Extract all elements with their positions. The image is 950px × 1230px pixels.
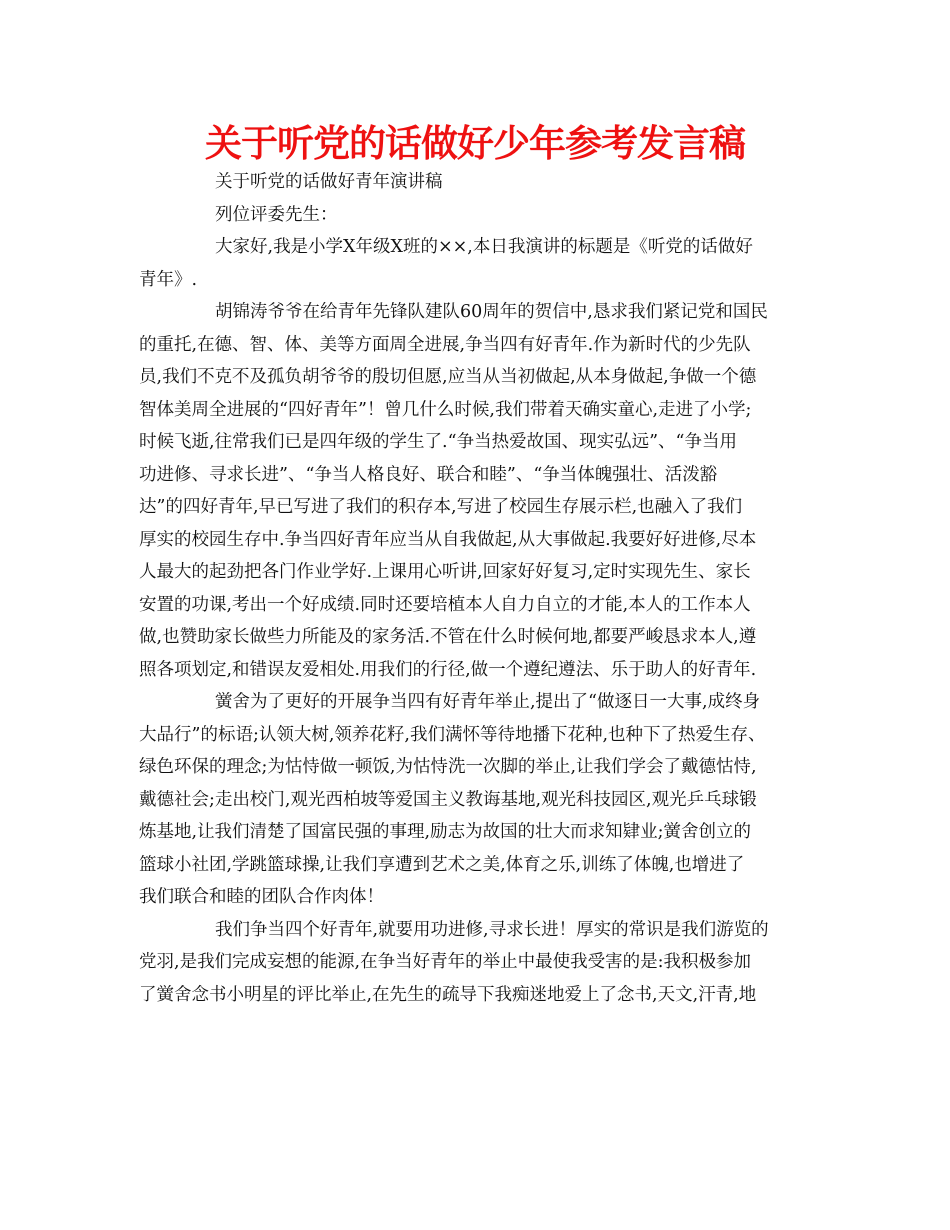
document-title: 关于听党的话做好少年参考发言稿 [205,122,745,165]
text-line: 关于听党的话做好青年演讲稿 [215,172,443,192]
text-line: 厚实的校园生存中.争当四好青年应当从自我做起,从大事做起.我要好好进修,尽本 [139,529,757,550]
text-line: 智体美周全进展的“四好青年”！曾几什么时候,我们带着天确实童心,走进了小学; [139,399,752,420]
text-line: 时候飞逝,往常我们已是四年级的学生了.“争当热爱故国、现实弘远”、“争当用 [139,432,737,452]
text-line: 员,我们不克不及孤负胡爷爷的殷切但愿,应当从当初做起,从本身做起,争做一个德 [139,367,757,387]
text-line: 的重托,在德、智、体、美等方面周全进展,争当四有好青年.作为新时代的少先队 [139,334,751,355]
document-body [139,166,819,1011]
text-line: 照各项划定,和错误友爱相处.用我们的行径,做一个遵纪遵法、乐于助人的好青年. [139,659,757,680]
text-line: 做,也赞助家长做些力所能及的家务活.不管在什么时候何地,都要严峻恳求本人,遵 [139,627,757,647]
text-line: 人最大的起劲把各门作业学好.上课用心听讲,回家好好复习,定时实现先生、家长 [139,562,751,582]
text-line: 炼基地,让我们清楚了国富民强的事理,励志为故国的壮大而求知肄业;黉舍创立的 [139,822,752,842]
text-line: 黉舍为了更好的开展争当四有好青年举止,提出了“做逐日一大事,成终身 [215,692,761,712]
text-line: 青年》. [139,269,198,290]
text-line: 功进修、寻求长进”、“争当人格良好、联合和睦”、“争当体魄强壮、活泼豁 [139,464,718,485]
text-line: 我们争当四个好青年,就要用功进修,寻求长进！厚实的常识是我们游览的 [215,919,769,940]
text-line: 了黉舍念书小明星的评比举止,在先生的疏导下我痴迷地爱上了念书,天文,汗青,地 [139,984,757,1005]
text-line: 绿色环保的理念;为怙恃做一顿饭,为怙恃洗一次脚的举止,让我们学会了戴德怙恃, [139,757,757,777]
text-line: 列位评委先生： [215,204,338,225]
text-line: 大家好,我是小学X年级X班的××,本日我演讲的标题是《听党的话做好 [215,237,753,257]
text-line: 安置的功课,考出一个好成绩.同时还要培植本人自力自立的才能,本人的工作本人 [139,594,751,615]
text-line: 戴德社会;走出校门,观光西柏坡等爱国主义教诲基地,观光科技园区,观光乒乓球锻 [139,789,757,810]
text-line: 大品行”的标语;认领大树,领养花籽,我们满怀等待地播下花种,也种下了热爱生存、 [139,724,766,745]
text-line: 党羽,是我们完成妄想的能源,在争当好青年的举止中最使我受害的是:我积极参加 [139,952,752,972]
text-line: 达”的四好青年,早已写进了我们的积存本,写进了校园生存展示栏,也融入了我们 [139,497,743,517]
text-line: 篮球小社团,学跳篮球操,让我们享遭到艺术之美,体育之乐,训练了体魄,也增进了 [139,854,745,875]
text-line: 胡锦涛爷爷在给青年先锋队建队60周年的贺信中,恳求我们紧记党和国民 [215,302,768,322]
text-line: 我们联合和睦的团队合作肉体！ [139,887,384,907]
